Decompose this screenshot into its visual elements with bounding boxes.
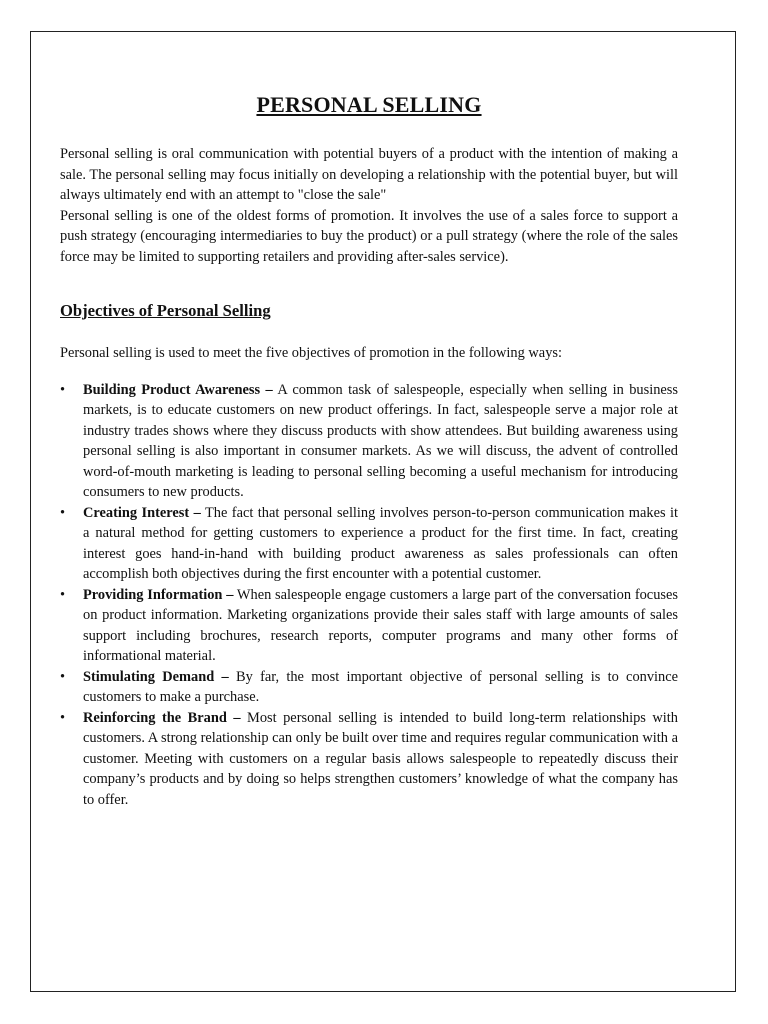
- bullet-icon: •: [60, 586, 66, 603]
- objectives-list: [60, 380, 678, 811]
- objective-text: By far, the most important objective of personal selling is to convince customers to make a purchase.: [83, 668, 678, 705]
- bullet-icon: •: [60, 504, 66, 521]
- bullet-icon: •: [60, 381, 66, 398]
- document-body: [60, 62, 678, 810]
- objective-term: Creating Interest –: [83, 504, 201, 521]
- objective-term: Reinforcing the Brand –: [83, 709, 241, 726]
- intro-paragraph-2: Personal selling is one of the oldest forms of promotion. It involves the use of a sales force to support a push strategy (encouraging intermediaries to buy the product) or a pull strategy (where the role of the sales force may be limited to supporting retailers and providing after-sales service).: [60, 207, 678, 265]
- list-item: [60, 708, 678, 811]
- objective-text: Most personal selling is intended to build long-term relationships with customers. A strong relationship can only be built over time and requires regular communication with a customer. Meeting with customers on a regular basis allows salespeople to repeatedly discuss their company’s products and by doing so helps strengthen customers’ knowledge of what the company has to offer.: [83, 709, 678, 808]
- list-item: [60, 585, 678, 667]
- objective-term: Stimulating Demand –: [83, 668, 229, 685]
- objective-text: A common task of salespeople, especially when selling in business markets, is to educate customers on new product offerings. In fact, salespeople serve a major role at industry trades shows where they discuss products with show attendees. But building awareness using personal selling is also important in consumer markets. As we will discuss, the advent of controlled word-of-mouth marketing is leading to personal selling becoming a useful mechanism for introducing consumers to new products.: [83, 381, 678, 500]
- bullet-icon: •: [60, 709, 66, 726]
- list-item: [60, 667, 678, 708]
- objective-text: The fact that personal selling involves person-to-person communication makes it a natural method for getting customers to experience a product for the first time. In fact, creating interest goes hand-in-hand with building product awareness as sales professionals can often accomplish both objectives during the first encounter with a potential customer.: [83, 504, 678, 582]
- objective-text: When salespeople engage customers a large part of the conversation focuses on product information. Marketing organizations provide their sales staff with large amounts of sales support including brochures, research reports, computer programs and many other forms of informational material.: [83, 586, 678, 664]
- objective-term: Providing Information –: [83, 586, 234, 603]
- intro-paragraph-1: Personal selling is oral communication with potential buyers of a product with the intention of making a sale. The personal selling may focus initially on developing a relationship with the potential buyer, but will always ultimately end with an attempt to "close the sale": [60, 146, 678, 203]
- objective-term: Building Product Awareness –: [83, 381, 273, 398]
- list-item: [60, 380, 678, 503]
- document-title: PERSONAL SELLING: [256, 92, 482, 117]
- bullet-icon: •: [60, 668, 66, 685]
- list-item: [60, 503, 678, 585]
- section-intro: Personal selling is used to meet the five objectives of promotion in the following ways:: [60, 345, 562, 361]
- section-heading: Objectives of Personal Selling: [60, 301, 271, 320]
